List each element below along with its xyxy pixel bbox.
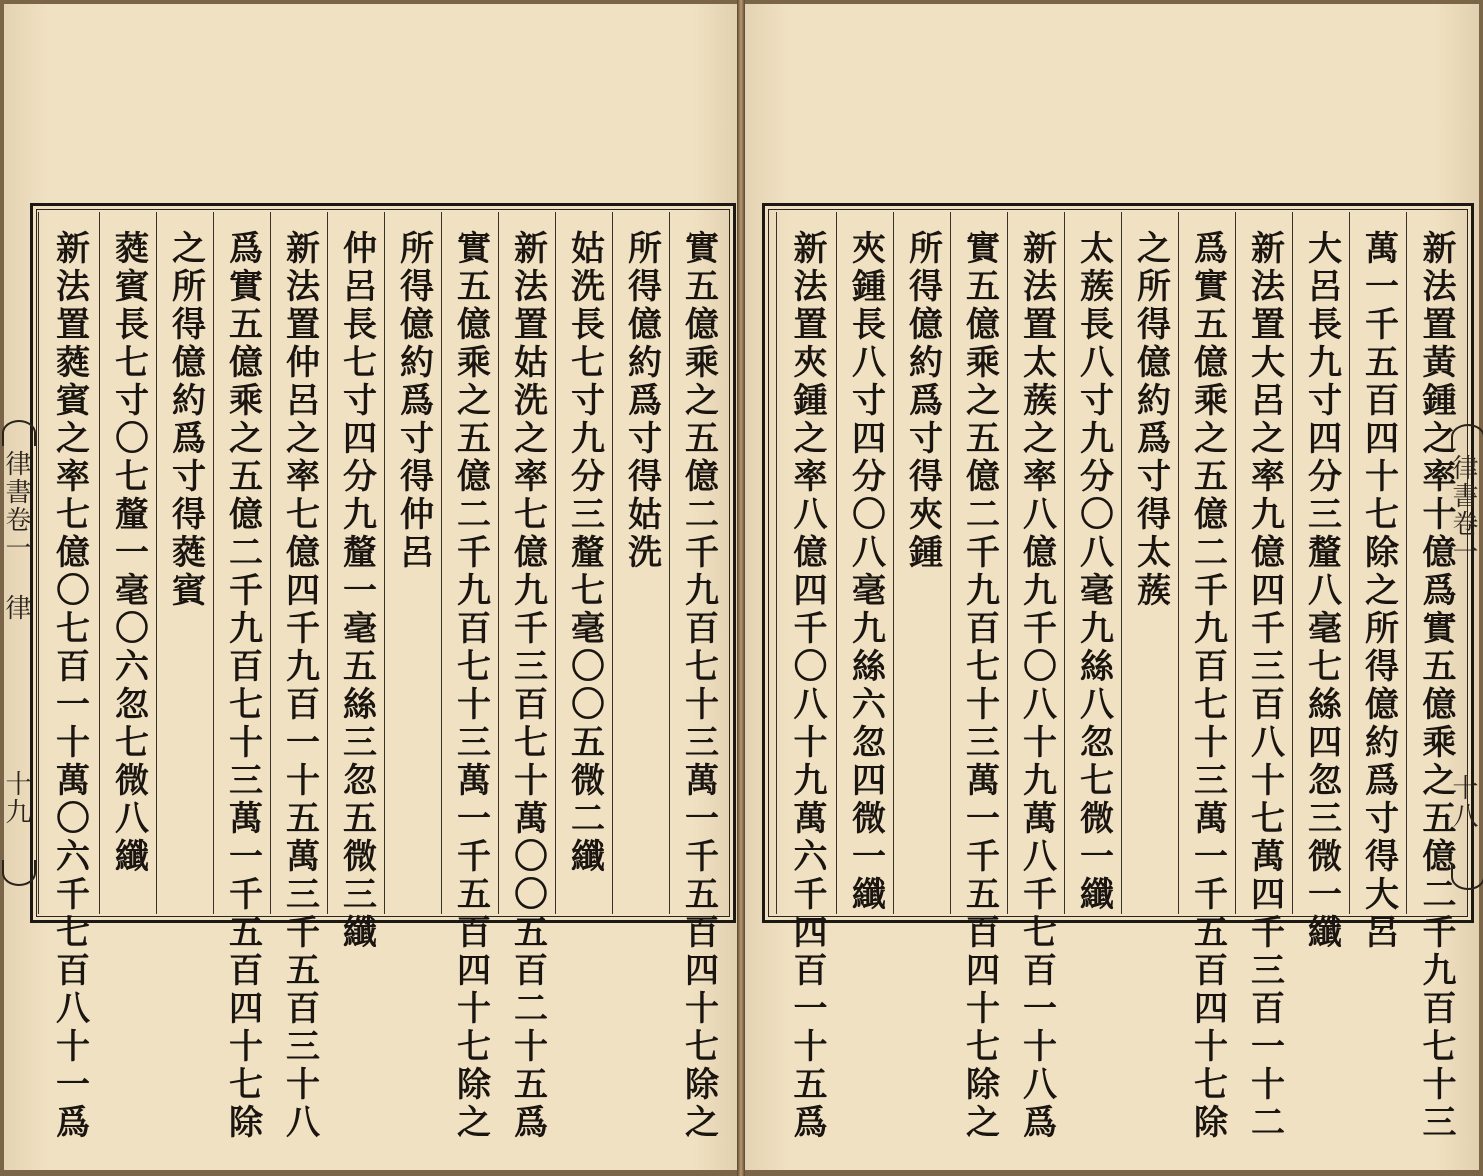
column-text: 萬一千五百四十七除之所得億約爲寸得大呂 <box>1358 230 1399 952</box>
column-text: 新法置姑洗之率七億九千三百七十萬〇〇五百二十五爲 <box>507 230 548 1142</box>
column-text: 新法置仲呂之率七億四千九百一十五萬三千五百三十八 <box>279 230 320 1142</box>
text-column <box>213 212 271 1142</box>
column-text: 爲實五億乘之五億二千九百七十三萬一千五百四十七除 <box>222 230 263 1142</box>
text-column <box>1178 212 1236 1142</box>
column-text: 仲呂長七寸四分九釐一毫五絲三忽五微三纖 <box>336 230 377 952</box>
text-column <box>1292 212 1350 952</box>
column-text: 太蔟長八寸九分〇八毫九絲八忽七微一纖 <box>1073 230 1114 914</box>
text-column <box>156 212 214 914</box>
fishtail-ornament <box>1451 864 1483 890</box>
column-text: 所得億約爲寸得姑洗 <box>621 230 662 572</box>
column-text: 實五億乘之五億二千九百七十三萬一千五百四十七除之 <box>450 230 491 1142</box>
text-column <box>776 212 837 1142</box>
text-column <box>441 212 499 1142</box>
text-column <box>384 212 442 914</box>
column-text: 實五億乘之五億二千九百七十三萬一千五百四十七除之 <box>959 230 1000 1142</box>
fishtail-ornament <box>2 420 36 446</box>
column-text: 之所得億約爲寸得太蔟 <box>1130 230 1171 610</box>
margin-label: 律書卷一 <box>1448 454 1478 566</box>
book-gutter <box>737 0 745 1176</box>
column-text: 蕤賓長七寸〇七釐一毫〇六忽七微八纖 <box>108 230 149 876</box>
column-text: 姑洗長七寸九分三釐七毫〇〇五微二纖 <box>564 230 605 876</box>
column-text: 爲實五億乘之五億二千九百七十三萬一千五百四十七除 <box>1187 230 1228 1142</box>
text-column <box>893 212 951 914</box>
text-column <box>669 212 727 1142</box>
text-column <box>38 212 100 1142</box>
text-column <box>99 212 157 914</box>
text-column <box>836 212 894 914</box>
left-page <box>4 4 737 1170</box>
column-text: 大呂長九寸四分三釐八毫七絲四忽三微一纖 <box>1301 230 1342 952</box>
left-text-frame <box>30 203 736 1142</box>
column-text: 實五億乘之五億二千九百七十三萬一千五百四十七除之 <box>678 230 719 1142</box>
column-text: 之所得億約爲寸得蕤賓 <box>165 230 206 610</box>
right-page <box>745 4 1479 1170</box>
text-column <box>270 212 328 1142</box>
text-column <box>1349 212 1407 952</box>
text-column <box>1235 212 1293 1142</box>
column-text: 新法置黃鍾之率十億爲實五億乘之五億二千九百七十三 <box>1416 230 1456 1142</box>
fishtail-ornament <box>1451 424 1483 450</box>
text-column <box>1064 212 1122 914</box>
text-column <box>555 212 613 914</box>
column-text: 所得億約爲寸得仲呂 <box>393 230 434 572</box>
page-number: 十九 <box>1 770 31 826</box>
text-column <box>950 212 1008 1142</box>
column-text: 新法置蕤賓之率七億〇七百一十萬〇六千七百八十一爲 <box>49 230 90 1142</box>
text-column <box>1121 212 1179 914</box>
text-column <box>1007 212 1065 1142</box>
text-column <box>327 212 385 952</box>
margin-label: 律書卷一 律 <box>1 450 31 622</box>
column-text: 所得億約爲寸得夾鍾 <box>902 230 943 572</box>
column-text: 新法置太蔟之率八億九千〇八十九萬八千七百一十八爲 <box>1016 230 1057 1142</box>
column-text: 夾鍾長八寸四分〇八毫九絲六忽四微一纖 <box>845 230 886 914</box>
column-text: 新法置夾鍾之率八億四千〇八十九萬六千四百一十五爲 <box>787 230 827 1142</box>
text-column <box>498 212 556 1142</box>
text-column <box>612 212 670 914</box>
fishtail-ornament <box>2 860 36 886</box>
column-text: 新法置大呂之率九億四千三百八十七萬四千三百一十二 <box>1244 230 1285 1142</box>
page-number: 十八 <box>1448 774 1478 830</box>
right-text-frame <box>762 203 1474 1142</box>
